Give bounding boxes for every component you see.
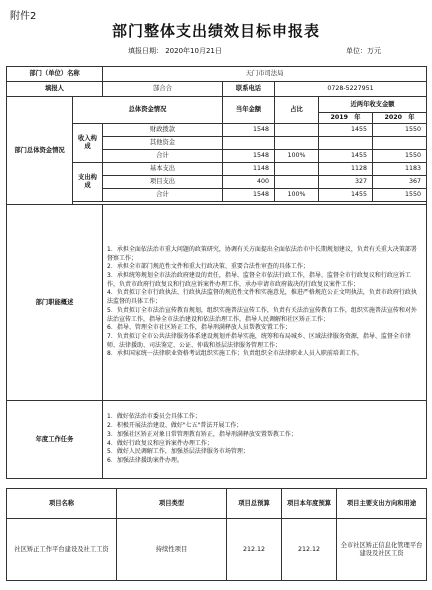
unit-label: 单位：万元 xyxy=(346,47,381,55)
duties-label: 部门职能概述 xyxy=(7,205,103,401)
duty-item: 4．负责拟订全市行政执法、行政执法监督的规范性文件和实施意见，推进严格规范公正文明执法，负责市政府行政执法监督的具体工作； xyxy=(107,289,417,306)
filler-label: 填报人 xyxy=(7,82,103,97)
project-name-header: 项目名称 xyxy=(7,489,117,519)
row-name: 项目支出 xyxy=(103,176,223,189)
duty-item: 6．指导、管理全市社区矫正工作，指导刑满释放人员帮教安置工作； xyxy=(107,324,291,332)
recent-years-label: 近两年收支金额 xyxy=(319,97,427,113)
row-amount: 1548 xyxy=(223,124,275,137)
page-title: 部门整体支出绩效目标申报表 xyxy=(111,22,320,40)
task-item: 5．做好人民调解工作，加强基层法律服务市场管理； xyxy=(107,448,249,456)
task-item: 6．加强法律援助案件办理。 xyxy=(107,456,183,464)
annual-tasks-label: 年度工作任务 xyxy=(7,401,103,479)
duty-item: 7．负责拟订全市公共法律服务体系建设规划并指导实施，统筹和布局城乡、区域法律服务资源，指导、监督全市律师、法律援助、司法鉴定、公证、仲裁和基层法律服务管理工作； xyxy=(107,332,411,349)
duty-item: 1．承担全面依法治市重大问题的政策研究，协调有关方面提出全面依法治市中长期规划建议，负责有关重大决策部署督察工作； xyxy=(107,246,417,262)
annual-tasks-text xyxy=(103,401,427,479)
row-name: 财政拨款 xyxy=(103,124,223,137)
project-current: 212.12 xyxy=(282,519,337,581)
phone-label: 联系电话 xyxy=(223,82,275,97)
task-item: 1．做好依法治市委员会具体工作； xyxy=(107,413,201,421)
fill-date: 填报日期： 2020年10月21日 xyxy=(128,47,222,55)
project-name: 社区矫正工作平台建设及社工工资 xyxy=(7,519,117,581)
duties-text xyxy=(103,205,427,401)
row-name: 合计 xyxy=(103,189,223,202)
row-y2019: 1128 xyxy=(319,163,373,176)
row-y2020: 1550 xyxy=(373,189,427,202)
project-usage: 全市社区矫正信息化管理平台建设及社区工资 xyxy=(337,519,427,581)
row-y2020: 1550 xyxy=(373,124,427,137)
budget-table xyxy=(6,66,427,479)
overview-label: 总体资金情况 xyxy=(73,97,223,124)
row-y2019 xyxy=(319,137,373,150)
row-y2020: 367 xyxy=(373,176,427,189)
duty-item: 8．承担国家统一法律职业资格考试组织实施工作；负责组织全市法律职业人员入职前培训工作。 xyxy=(107,350,363,358)
phone-value: 0728-5227951 xyxy=(275,82,427,97)
row-ratio xyxy=(275,176,319,189)
row-y2019: 1455 xyxy=(319,189,373,202)
project-total: 212.12 xyxy=(227,519,282,581)
dept-name-value: 天门市司法局 xyxy=(103,67,427,82)
expense-label: 支出构成 xyxy=(73,163,103,202)
project-table xyxy=(6,488,427,581)
row-amount: 1548 xyxy=(223,189,275,202)
funds-section-label: 部门总体资金情况 xyxy=(7,97,73,205)
row-y2019: 1455 xyxy=(319,150,373,163)
project-type-header: 项目类型 xyxy=(117,489,227,519)
dept-name-label: 部门（单位）名称 xyxy=(7,67,103,82)
project-total-header: 项目总预算 xyxy=(227,489,282,519)
row-amount xyxy=(223,137,275,150)
attachment-label: 附件2 xyxy=(10,11,37,22)
row-ratio: 100% xyxy=(275,189,319,202)
row-name: 合计 xyxy=(103,150,223,163)
income-label: 收入构成 xyxy=(73,124,103,163)
row-y2019: 327 xyxy=(319,176,373,189)
row-y2020: 1550 xyxy=(373,150,427,163)
year-2020-label: 2020 年 xyxy=(373,113,427,124)
row-ratio xyxy=(275,163,319,176)
duty-item: 2．承担全市部门规范性文件和重大行政决策、重要合法性审查的具体工作； xyxy=(107,263,309,271)
task-item: 4．做好行政复议和应诉案件办理工作； xyxy=(107,439,213,447)
budget-col-label: 当年金额 xyxy=(223,97,275,124)
row-name: 基本支出 xyxy=(103,163,223,176)
task-item: 3．加强社区矫正对象日常管理教育矫正，指导刑满释放安置帮教工作； xyxy=(107,430,297,438)
row-y2019: 1455 xyxy=(319,124,373,137)
row-ratio xyxy=(275,124,319,137)
task-item: 2．积极开展法治建设、做好"七五"普法开展工作； xyxy=(107,422,243,430)
row-ratio: 100% xyxy=(275,150,319,163)
ratio-col-label: 占比 xyxy=(275,97,319,124)
year-2019-label: 2019 年 xyxy=(319,113,373,124)
row-y2020 xyxy=(373,137,427,150)
duty-item: 5．负责拟订全市法治宣传教育规划，组织实施普法宣传工作，负责有关法治宣传教育工作，组织实施普法宣传和对外法治宣传工作，指导全市法治建设和依法治理工作，指导人民调解和社区矫正工作； xyxy=(107,306,417,323)
project-type: 持续性项目 xyxy=(117,519,227,581)
duty-item: 3．承担统筹规划全市法治政府建设的责任，指导、监督全市依法行政工作，指导、监督全市行政复议和行政应诉工作，负责市政府行政复议和行政应诉案件办理工作，承办申请市政府裁决的行政复议案件工作； xyxy=(107,272,411,288)
row-ratio xyxy=(275,137,319,150)
project-current-header: 项目本年度预算 xyxy=(282,489,337,519)
row-y2020: 1183 xyxy=(373,163,427,176)
row-amount: 1148 xyxy=(223,163,275,176)
row-amount: 400 xyxy=(223,176,275,189)
row-amount: 1548 xyxy=(223,150,275,163)
project-usage-header: 项目主要支出方向和用途 xyxy=(337,489,427,519)
filler-value: 郜合合 xyxy=(103,82,223,97)
row-name: 其他资金 xyxy=(103,137,223,150)
